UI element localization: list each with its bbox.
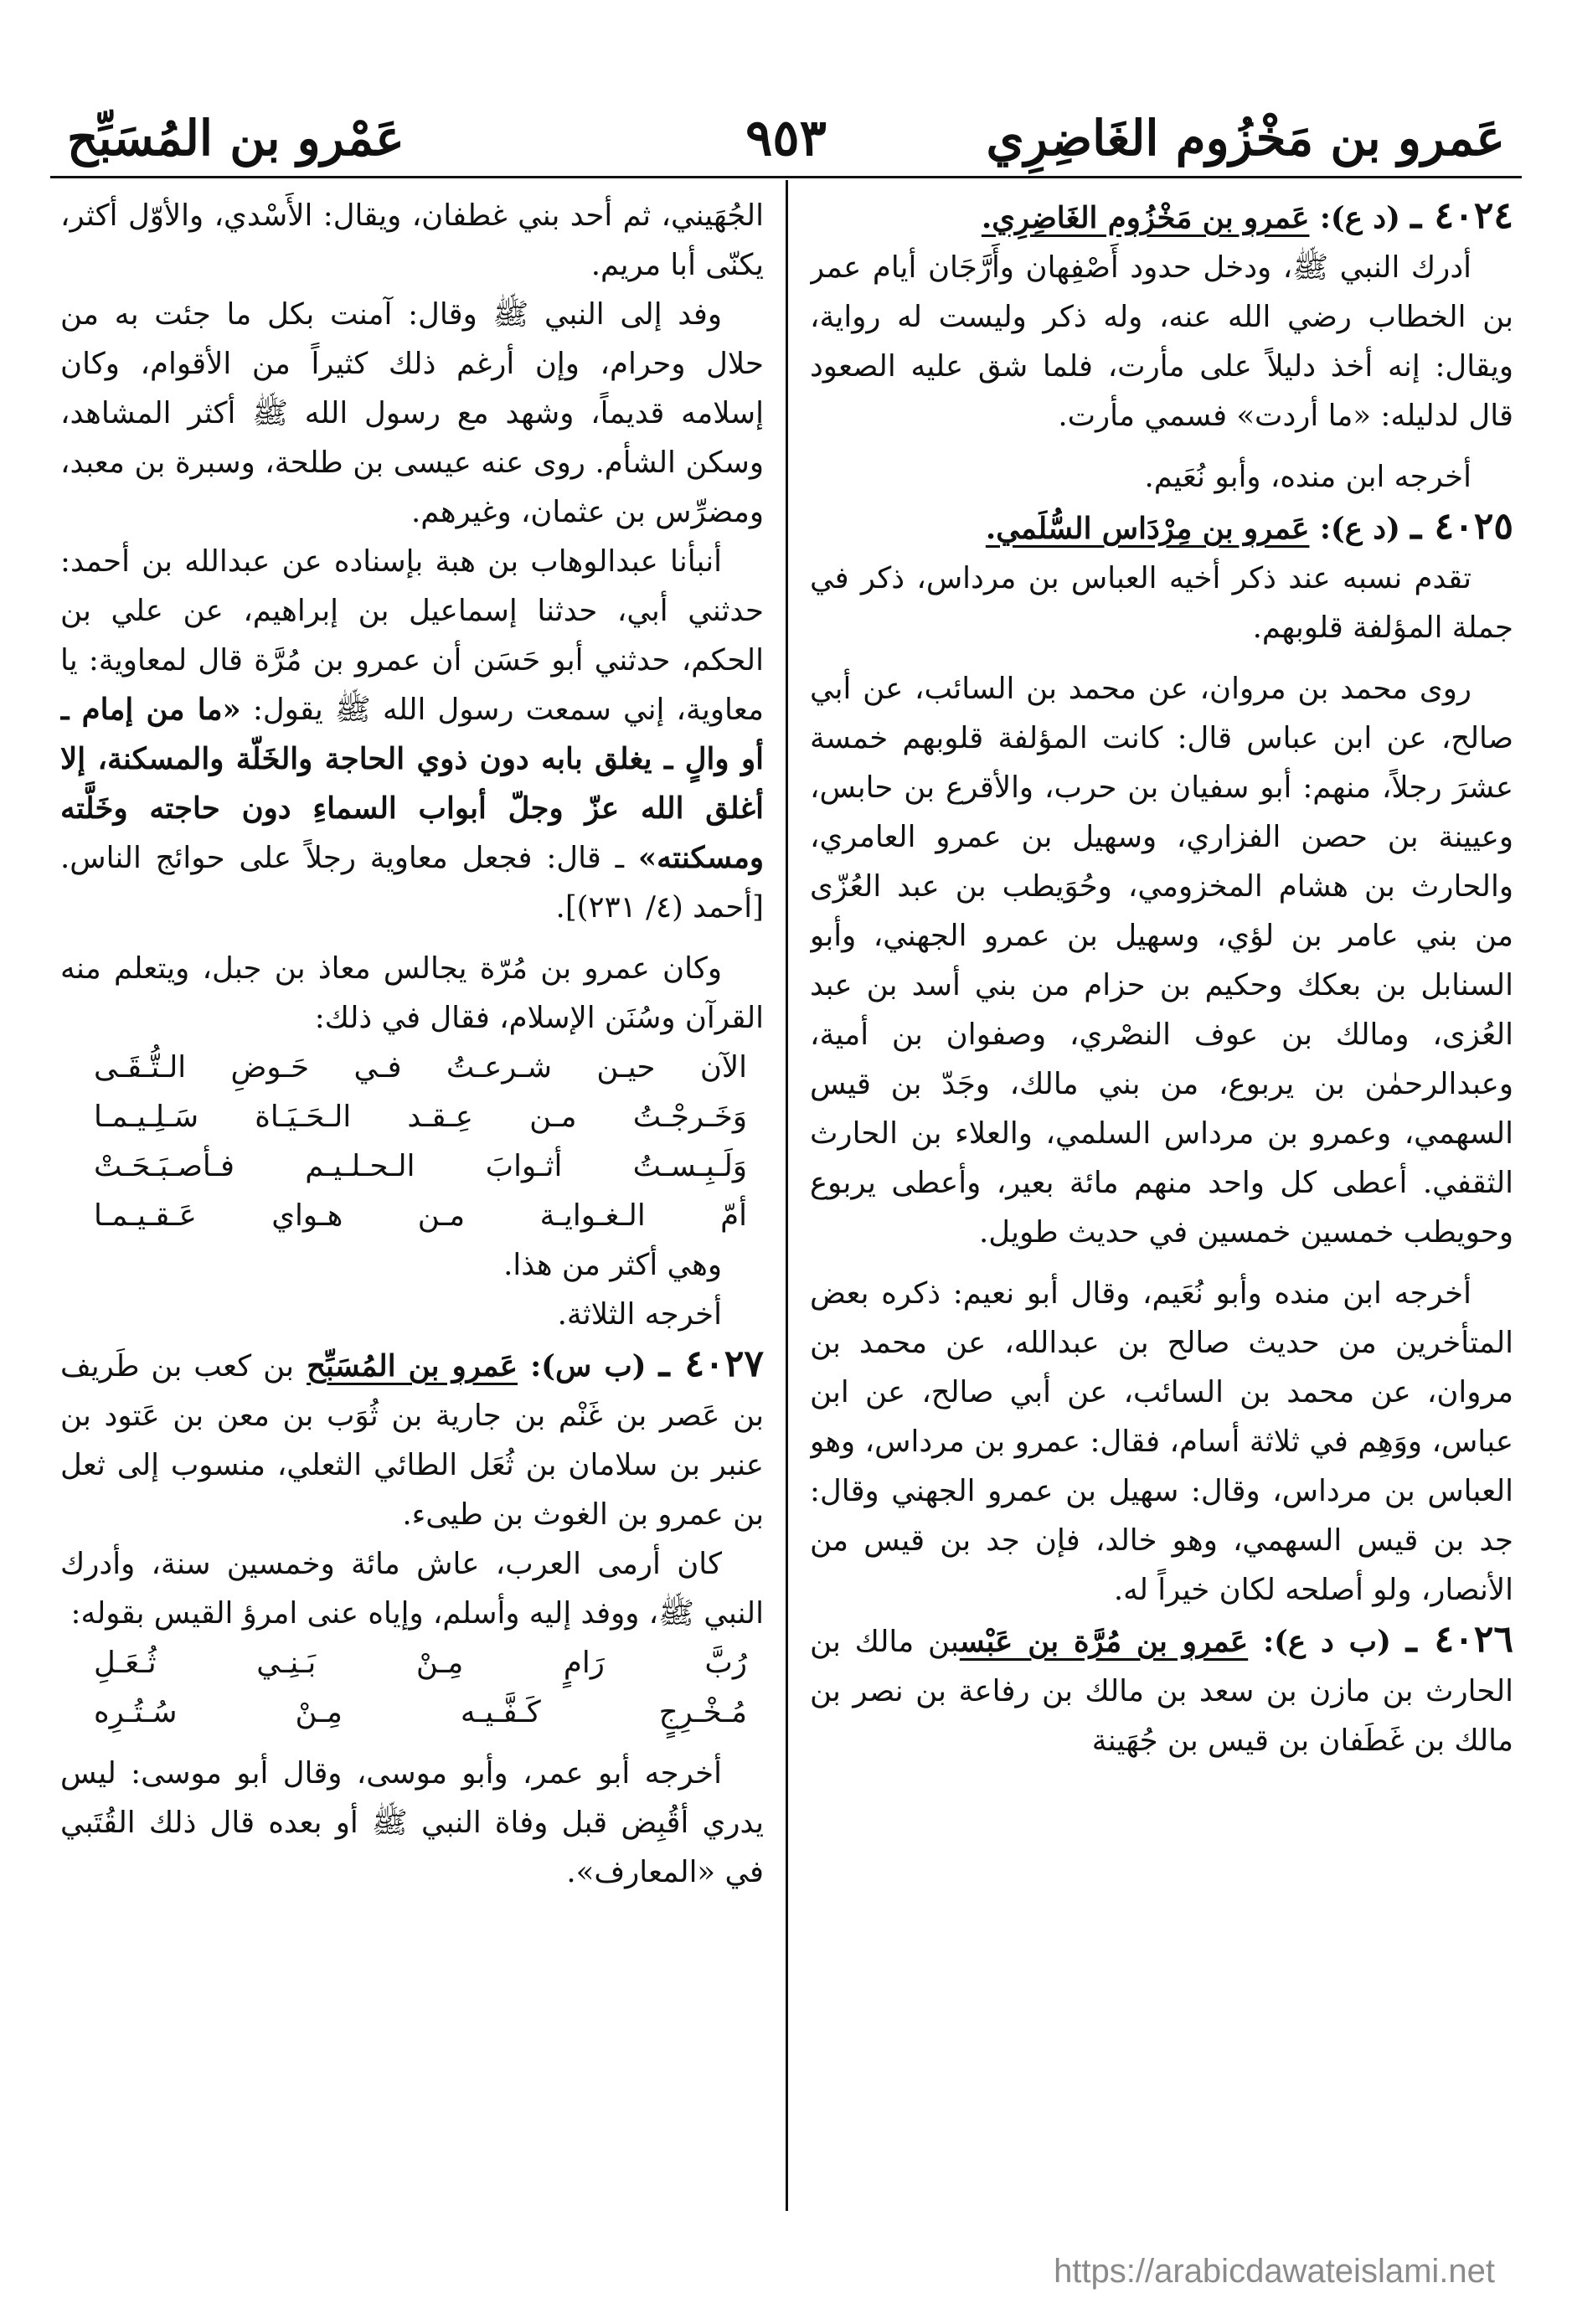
column-divider bbox=[786, 180, 788, 2211]
watermark-url: https://arabicdawateislami.net bbox=[1054, 2253, 1495, 2290]
paragraph: وهي أكثر من هذا. bbox=[503, 1248, 722, 1282]
paragraph: أخرجه ابن منده، وأبو نُعَيم. bbox=[1144, 460, 1471, 494]
entry-heading-4025 bbox=[810, 502, 1513, 554]
entry-name: عَمرو بن المُسَبِّح bbox=[307, 1349, 518, 1384]
right-column bbox=[810, 191, 1513, 2218]
header-rule bbox=[50, 176, 1522, 178]
entry-code: (د ع): bbox=[1319, 201, 1400, 235]
entry-heading-4026 bbox=[810, 1615, 1513, 1765]
running-title-right: عَمرو بن مَخْزُوم الغَاضِرِي bbox=[986, 110, 1505, 167]
paragraph: وفد إلى النبي ﷺ وقال: آمنت بكل ما جئت به من حلال وحرام، وإن أرغم ذلك كثيراً من الأقوام، وكان إسلامه قديماً، وشهد مع رسول الله ﷺ أكثر المشاهد، وسكن الشأم. روى عنه عيسى بن طلحة، وسبرة بن معبد، ومضرِّس بن عثمان، وغيرهم. bbox=[60, 297, 764, 529]
paragraph: تقدم نسبه عند ذكر أخيه العباس بن مرداس، ذكر في جملة المؤلفة قلوبهم. bbox=[810, 561, 1513, 645]
entry-code: (ب د ع): bbox=[1263, 1625, 1391, 1659]
page-number: ٩٥٣ bbox=[745, 109, 827, 167]
running-title-left: عَمْرو بن المُسَبِّح bbox=[67, 110, 405, 167]
hadith-text: «ما من إمام ـ أو والٍ ـ يغلق بابه دون ذوي الحاجة والخَلّة والمسكنة، إلا أغلق الله عزّ وجلّ أبواب السماءِ دون حاجته وخَلَّته ومسكنته» bbox=[60, 693, 764, 875]
paragraph: أخرجه أبو عمر، وأبو موسى، وقال أبو موسى: ليس يدري أقُبِض قبل وفاة النبي ﷺ أو بعده قال ذلك القُتَبي في «المعارف». bbox=[60, 1756, 764, 1889]
poem-line: وَخَـرجْـتُ مـن عِـقـد الـحَـيَـاة سَـلِـيـمـا bbox=[94, 1100, 747, 1134]
entry-heading-4024 bbox=[810, 191, 1513, 243]
isnad-text: أنبأنا عبدالوهاب بن هبة بإسناده عن عبدالله بن أحمد: حدثني أبي، حدثنا إسماعيل بن إبراهيم، عن علي بن الحكم، حدثني أبو حَسَن أن عمرو بن مُرَّة قال لمعاوية: يا معاوية، إني سمعت رسول الله ﷺ يقول: bbox=[60, 544, 764, 727]
paragraph: الجُهَيني، ثم أحد بني غطفان، ويقال: الأَسْدي، والأوّل أكثر، يكنّى أبا مريم. bbox=[60, 198, 764, 282]
entry-number: ٤٠٢٤ ـ bbox=[1410, 194, 1513, 237]
paragraph: أخرجه ابن منده وأبو نُعَيم، وقال أبو نعيم: ذكره بعض المتأخرين من حديث صالح بن عبدالله، عن محمد بن مروان، عن محمد بن السائب، عن أبي صالح، عن ابن عباس، ووَهِم في ثلاثة أسام، فقال: عمرو بن مرداس، وهو العباس بن مرداس، وقال: سهيل بن عمرو الجهني وقال: جد بن قيس السهمي، وهو خالد، فإن جد بن قيس من الأنصار، ولو أصلحه لكان خيراً له. bbox=[810, 1276, 1513, 1607]
entry-lineage: بن مالك بن الحارث بن مازن بن سعد بن مالك بن رفاعة بن نصر بن مالك بن غَطَفان بن قيس بن جُهَينة bbox=[810, 1625, 1513, 1758]
paragraph: روى محمد بن مروان، عن محمد بن السائب، عن أبي صالح، عن ابن عباس قال: كانت المؤلفة قلوبهم خمسة عشرَ رجلاً، منهم: أبو سفيان بن حرب، والأقرع بن حابس، وعيينة بن حصن الفزاري، وسهيل بن عمرو العامري، والحارث بن هشام المخزومي، وحُوَيطب بن عبد العُزّى من بني عامر بن لؤي، وسهيل بن عمرو الجهني، وأبو السنابل بن بعكك وحكيم بن حزام من بني أسد بن عبد العُزى، ومالك بن عوف النصْري، وصفوان بن أمية، وعبدالرحمٰن بن يربوع، من بني مالك، وجَدّ بن قيس السهمي، وعمرو بن مرداس السلمي، والعلاء بن الحارث الثقفي. أعطى كل واحد منهم مائة بعير، وأعطى يربوع وحويطب خمسين خمسين في حديث طويل. bbox=[810, 672, 1513, 1250]
entry-heading-4027 bbox=[60, 1339, 764, 1539]
entry-lineage: بن كعب بن طَريف بن عَصر بن غَنْم بن جارية بن ثُوَب بن معن بن عَتود بن عنبر بن سلامان بن ثُعَل الطائي الثعلي، منسوب إلى ثعل بن عمرو بن الغوث بن طيىء. bbox=[60, 1349, 764, 1532]
poem-line: رُبَّ رَامٍ مِـنْ بَـنِـي ثُـعَـلِ bbox=[94, 1646, 747, 1680]
poem-line: أمّ الـغـوايـة مـن هـواي عَـقـيـمـا bbox=[94, 1198, 747, 1233]
isnad-paragraph bbox=[60, 537, 764, 932]
poem-block bbox=[60, 1638, 764, 1737]
entry-number: ٤٠٢٥ ـ bbox=[1410, 505, 1513, 548]
poem-block bbox=[60, 1043, 764, 1240]
paragraph: أخرجه الثلاثة. bbox=[557, 1297, 722, 1332]
paragraph: كان أرمى العرب، عاش مائة وخمسين سنة، وأدرك النبي ﷺ، ووفد إليه وأسلم، وإياه عنى امرؤ القيس بقوله: bbox=[60, 1547, 764, 1631]
entry-number: ٤٠٢٧ ـ bbox=[658, 1342, 764, 1385]
left-column bbox=[60, 191, 764, 2218]
poem-line: وَلَـبِـسـتُ أثـوابَ الـحـلـيـم فـأصـبَـحَـتْ bbox=[94, 1149, 747, 1183]
entry-name: عَمرو بن مَخْزُوم الغَاضِرِي. bbox=[981, 201, 1310, 235]
hadith-followup: ـ قال: فجعل معاوية رجلاً على حوائج الناس. [أحمد (٤/ ٢٣١)]. bbox=[60, 841, 764, 925]
poem-line: مُـخْـرِجٍ كَـفَّـيـه مِـنْ سُـتُـرِه bbox=[94, 1695, 747, 1729]
entry-code: (د ع): bbox=[1319, 512, 1400, 546]
page-header bbox=[67, 92, 1505, 184]
entry-name: عَمرو بن مُرَّة بن عَبْس bbox=[959, 1625, 1249, 1659]
entry-number: ٤٠٢٦ ـ bbox=[1405, 1618, 1513, 1661]
poem-line: الآن حيـن شـرعـتُ فـي حَـوضِ الـتُّـقَـى bbox=[94, 1050, 747, 1085]
entry-name: عَمرو بن مِرْدَاس السُّلَمي. bbox=[985, 512, 1310, 546]
paragraph: وكان عمرو بن مُرّة يجالس معاذ بن جبل، ويتعلم منه القرآن وسُنَن الإسلام، فقال في ذلك: bbox=[60, 951, 764, 1035]
entry-code: (ب س): bbox=[530, 1349, 647, 1384]
paragraph: أدرك النبي ﷺ، ودخل حدود أَصْفِهان وأَرَّجَان أيام عمر بن الخطاب رضي الله عنه، وله ذكر وليست له رواية، ويقال: إنه أخذ دليلاً على مأرت، فلما شق عليه الصعود قال لدليله: «ما أردت» فسمي مأرت. bbox=[810, 250, 1513, 433]
